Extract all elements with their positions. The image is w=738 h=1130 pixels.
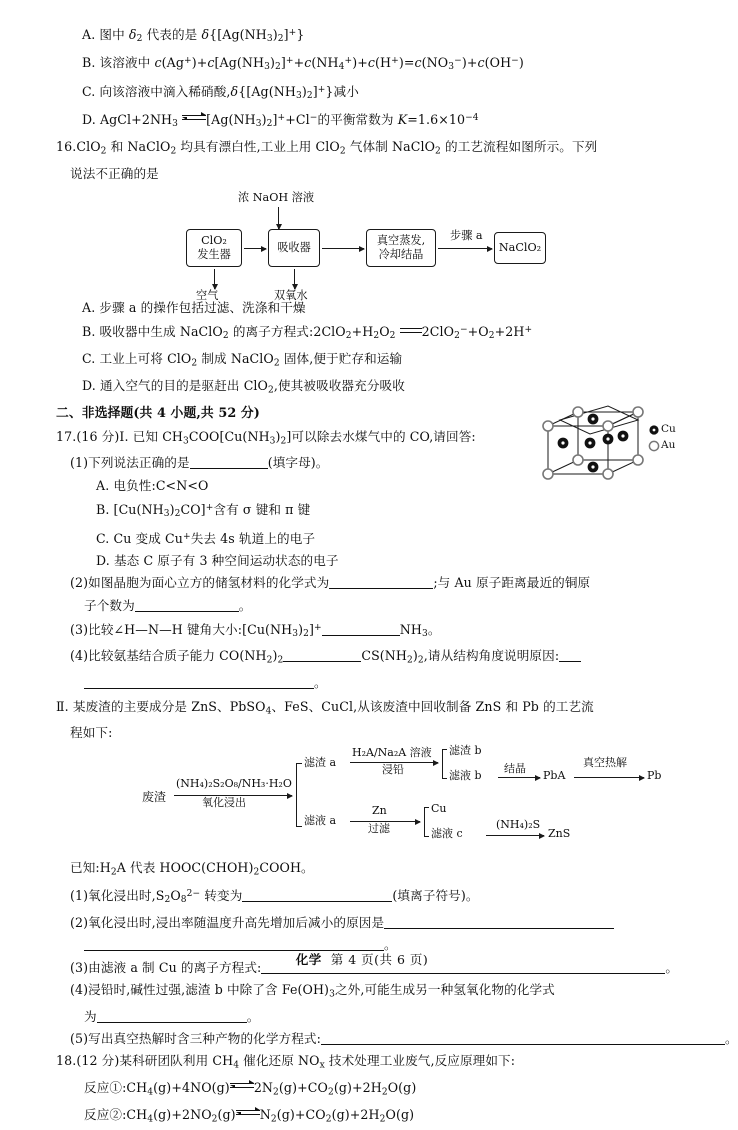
q18-reaction-2: 反应$②:CH_4(g)+2NO_2(g)$ $N_2(g)+CO_2(g)+2H_2O(g)$ (84, 1106, 415, 1125)
flow2-arrow-3 (498, 777, 540, 778)
q17-p2-sub1: (1)氧化浸出时$,S_2O_8^{2-}$ 转变为 (填离子符号)。 (70, 888, 479, 906)
q16-number: 16. (56, 138, 77, 154)
q16-option-b: B. 吸收器中生成 NaClO$_2$ 的离子方程式$:2ClO_2+H_2O_2$ $2ClO_2^-+O_2+2H^+$ (82, 324, 533, 342)
flow1-arrow-h2o2 (294, 269, 295, 289)
flow2-arrow2-top: H₂A/Na₂A 溶液 (352, 745, 432, 759)
reaction-equals-icon (400, 326, 422, 335)
flow1-arrow-2 (322, 248, 364, 249)
flow1-h2o2-label: 双氧水 (274, 288, 308, 302)
footer-subject: 化学 (295, 952, 322, 967)
flow1-step-a-label: 步骤 a (450, 228, 483, 242)
q17-part2-stem-line1: Ⅱ. 某废渣的主要成分是 ZnS、PbSO$_4$、FeS、CuCl,从该废渣中回收制备 ZnS 和 Pb 的工艺流 (56, 698, 594, 716)
equilibrium-arrow-icon (230, 1081, 254, 1091)
flow2-pb: Pb (647, 768, 662, 782)
crystal-cell-figure (530, 398, 690, 498)
q16-option-c: C. 工业上可将 ClO$_2$ 制成 NaClO$_2$ 固体,便于贮存和运输 (82, 350, 403, 369)
flow1-arrow-naoh (278, 207, 279, 229)
q17-number: 17. (56, 428, 77, 444)
equilibrium-arrow-icon (236, 1108, 260, 1118)
flow1-box-naclo2: NaClO₂ (494, 232, 546, 264)
flow1-arrow-3 (438, 248, 492, 249)
flow1-naoh-label: 浓 NaOH 溶液 (238, 190, 315, 204)
equilibrium-arrow-icon (182, 113, 206, 123)
q17-part2-stem-line2: 程如下: (70, 725, 113, 741)
flow2-arrow-4 (574, 777, 644, 778)
q17-sub1-option-c: C. Cu 变成 Cu+失去 4s 轨道上的电子 (96, 530, 316, 546)
q18-reaction-1: 反应$①:CH_4(g)+4NO(g)$ $2N_2(g)+CO_2(g)+2H_2O(g)$ (84, 1080, 417, 1098)
footer-page-number: 第 4 页(共 6 页) (330, 952, 429, 967)
q15-option-c: C. 向该溶液中滴入稀硝酸$,\delta\{[Ag(NH_3)_2]^+\}$减小 (82, 83, 359, 101)
answer-blank[interactable] (283, 661, 361, 662)
q17-sub1-option-b: B. $[Cu(NH_3)_2CO]^+$含有 σ 键和 π 键 (96, 501, 311, 520)
q17-sub2-line2: 子个数为 。 (84, 597, 252, 613)
q15-option-b: B. 该溶液中 $c(Ag^+)+c[Ag(NH_3)_2]^++c(NH_4^+)+c(H^+)=c(NO_3^-)+c(OH^-)$ (82, 55, 524, 73)
flow2-arrow4-label: 真空热解 (583, 755, 627, 769)
q17-sub1: (1)下列说法正确的是 (填字母)。 (70, 455, 329, 471)
q17-p2-sub2-cont: 。 (56, 934, 672, 956)
legend-au-marker (649, 441, 658, 450)
flow2-pba: PbA (543, 768, 566, 782)
flow2-arrow3-label: 结晶 (504, 761, 526, 775)
flow2-residue-b: 滤渣 b (449, 743, 482, 757)
answer-blank[interactable] (242, 901, 392, 902)
q17-sub2-line1: (2)如图晶胞为面心立方的储氢材料的化学式为 ;与 Au 原子距离最近的铜原 (70, 575, 591, 591)
flow2-start: 废渣 (142, 789, 167, 804)
flow2-arrow6-label: (NH₄)₂S (496, 817, 541, 831)
clo2-process-flowchart (56, 189, 672, 302)
flow2-arrow1-top: (NH₄)₂S₂O₈/NH₃·H₂O (176, 776, 292, 790)
section-2-heading: 二、非选择题(共 4 小题,共 52 分) (56, 406, 260, 422)
q16-stem-line1: 16.ClO$_2$ 和 NaClO$_2$ 均具有漂白性,工业上用 ClO$_2$ 气体制 NaClO$_2$ 的工艺流程如图所示。下列 (56, 138, 598, 157)
page-footer (0, 950, 724, 968)
q17-sub3: (3)比较∠H—N—H 键角大小$:[Cu(NH_3)_2]^+$ $NH_3$。 (70, 621, 441, 640)
flow2-brace-2 (442, 749, 447, 779)
flow1-box-absorber: 吸收器 (268, 229, 320, 267)
q17-p2-sub4-line2: 为 。 (84, 1008, 260, 1024)
q17-p2-sub2: (2)氧化浸出时,浸出率随温度升高先增加后减小的原因是 (56, 912, 672, 934)
answer-blank[interactable] (322, 635, 400, 636)
legend-label-cu: Cu (661, 423, 676, 435)
q18-stem: 18.(12 分)某科研团队利用 $CH_4$ 催化还原 $NO_x$ 技术处理工业废气,反应原理如下: (56, 1053, 516, 1071)
legend-label-au: Au (661, 439, 676, 451)
flow2-filtrate-b: 滤液 b (449, 768, 482, 782)
q17-p2-sub5: (5)写出真空热解时含三种产物的化学方程式: 。 (70, 1031, 738, 1047)
flow2-cu: Cu (431, 801, 447, 815)
flow1-arrow-1 (244, 248, 266, 249)
answer-blank[interactable] (384, 928, 614, 929)
answer-blank[interactable] (135, 611, 239, 612)
q16-option-a: A. 步骤 a 的操作包括过滤、洗涤和干燥 (82, 299, 306, 315)
q17-sub4-line1: (4)比较氨基结合质子能力 $CO(NH_2)_2$ $CS(NH_2)_2$,请从结构角度说明原因: (56, 645, 672, 672)
q17-p2-sub4-line1: (4)浸铅时,碱性过强,滤渣 b 中除了含 $Fe(OH)_3$之外,可能生成另一种氢氧化物的化学式 (70, 981, 555, 1000)
q16-stem-line2: 说法不正确的是 (70, 165, 159, 181)
q17-known: 已知$:H_2A$ 代表 $HOOC(CHOH)_2COOH$。 (70, 859, 314, 877)
q18-number: 18. (56, 1053, 77, 1069)
answer-blank[interactable] (84, 688, 314, 689)
waste-slag-process-flowchart (56, 743, 672, 847)
q17-sub1-option-a: A. 电负性:C<N<O (96, 477, 209, 493)
answer-blank[interactable] (321, 1044, 725, 1045)
flow2-filtrate-a: 滤液 a (304, 813, 337, 827)
answer-blank[interactable] (190, 468, 268, 469)
flow2-arrow1-bottom: 氧化浸出 (202, 795, 246, 809)
q15-option-a: A. 图中 $\delta_2$ 代表的是 $\delta\{[Ag(NH_3)_2]^+\}$ (82, 26, 305, 45)
q17-sub1-option-d: D. 基态 C 原子有 3 种空间运动状态的电子 (96, 552, 339, 568)
flow2-arrow2-bottom: 浸铅 (382, 762, 404, 776)
flow2-arrow5-bottom: 过滤 (368, 821, 390, 835)
q16-option-d: D. 通入空气的目的是驱赶出 ClO$_2$,使其被吸收器充分吸收 (82, 377, 405, 395)
flow2-zns: ZnS (548, 826, 571, 840)
q15-option-d: D. $AgCl+2NH_3$ $[Ag(NH_3)_2]^++Cl^-$的平衡常数为 $K=1.6\times 10^{-4}$ (82, 112, 479, 130)
q17-sub4-line2: 。 (56, 672, 672, 694)
flow2-arrow-6 (486, 835, 544, 836)
flow1-air-label: 空气 (196, 288, 219, 302)
flow1-box-clo2-generator: ClO₂ 发生器 (186, 229, 242, 267)
flow2-arrow5-top: Zn (372, 803, 387, 817)
flow2-brace-3 (424, 807, 429, 837)
q17-stem: 17.(16 分)Ⅰ. 已知 $CH_3COO[Cu(NH_3)_2]$可以除去水煤气中的 CO,请回答: (56, 428, 476, 446)
flow1-box-evaporate: 真空蒸发, 冷却结晶 (366, 229, 436, 267)
answer-blank[interactable] (97, 1022, 247, 1023)
flow2-residue-a: 滤渣 a (304, 755, 337, 769)
flow2-filtrate-c: 滤液 c (431, 826, 463, 840)
answer-blank[interactable] (559, 661, 581, 662)
flow2-brace-1 (296, 763, 302, 827)
answer-blank[interactable] (261, 973, 665, 974)
answer-blank[interactable] (329, 588, 433, 589)
q17-p2-sub3: (3)由滤液 a 制 Cu 的离子方程式: 。 (70, 959, 679, 975)
